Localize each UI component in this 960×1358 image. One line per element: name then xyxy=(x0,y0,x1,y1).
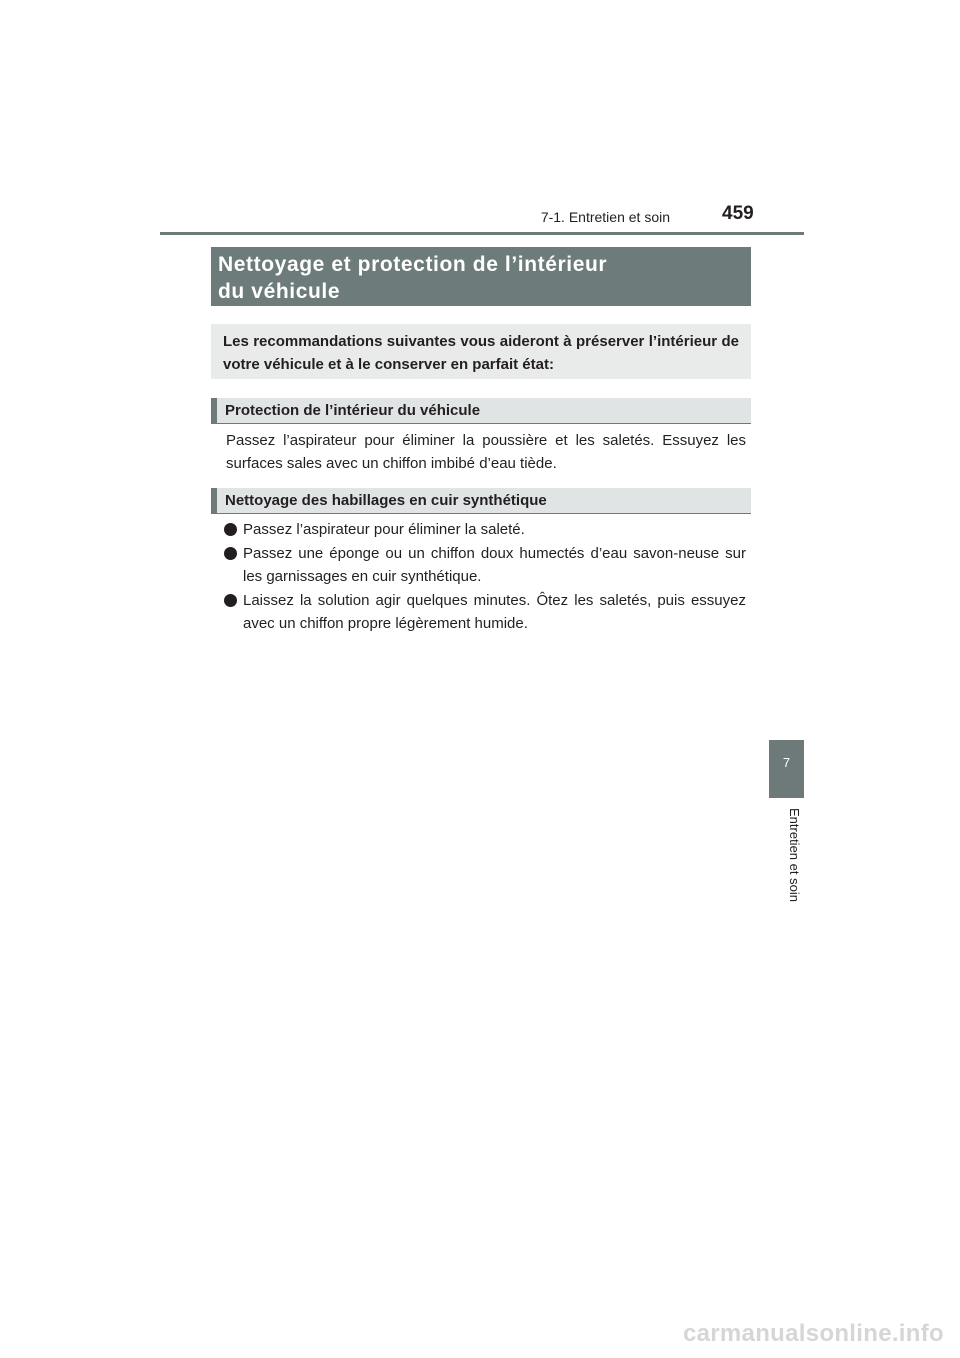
cleaning-bullet-list xyxy=(224,518,746,636)
side-tab-number: 7 xyxy=(782,755,791,770)
page-title-line-1: Nettoyage et protection de l’intérieur xyxy=(218,253,608,276)
intro-text: Les recommandations suivantes vous aideront à préserver l’intérieur de votre véhicule et à le conserver en parfait état: xyxy=(223,333,739,373)
subheader-protection-label: Protection de l’intérieur du véhicule xyxy=(225,402,481,419)
list-item xyxy=(224,518,746,541)
subheader-cleaning xyxy=(211,488,751,514)
list-item xyxy=(224,589,746,635)
bullet-icon xyxy=(224,547,237,560)
subheader-accent xyxy=(211,488,217,514)
list-item-text: Laissez la solution agir quelques minutes. Ôtez les saletés, puis essuyez avec un chiffon propre légèrement humide. xyxy=(243,592,746,632)
title-banner xyxy=(211,247,751,306)
section-title: 7-1. Entretien et soin xyxy=(540,209,670,225)
page-title-line-2: du véhicule xyxy=(218,280,341,303)
bullet-icon xyxy=(224,594,237,607)
list-item xyxy=(224,542,746,588)
subheader-accent xyxy=(211,398,217,424)
subheader-protection xyxy=(211,398,751,424)
page-number: 459 xyxy=(722,203,754,224)
watermark: carmanualsonline.info xyxy=(682,1320,944,1347)
subheader-cleaning-label: Nettoyage des habillages en cuir synthétique xyxy=(225,492,547,509)
side-tab xyxy=(769,740,804,798)
side-tab-label: Entretien et soin xyxy=(787,808,802,902)
header-rule xyxy=(160,232,804,235)
bullet-icon xyxy=(224,523,237,536)
page-title xyxy=(218,251,738,305)
list-item-text: Passez l’aspirateur pour éliminer la saleté. xyxy=(243,521,525,538)
protection-paragraph: Passez l’aspirateur pour éliminer la poussière et les saletés. Essuyez les surfaces sales avec un chiffon imbibé d’eau tiède. xyxy=(226,432,746,472)
list-item-text: Passez une éponge ou un chiffon doux humectés d’eau savon-neuse sur les garnissages en cuir synthétique. xyxy=(243,545,746,585)
intro-box xyxy=(211,324,751,379)
